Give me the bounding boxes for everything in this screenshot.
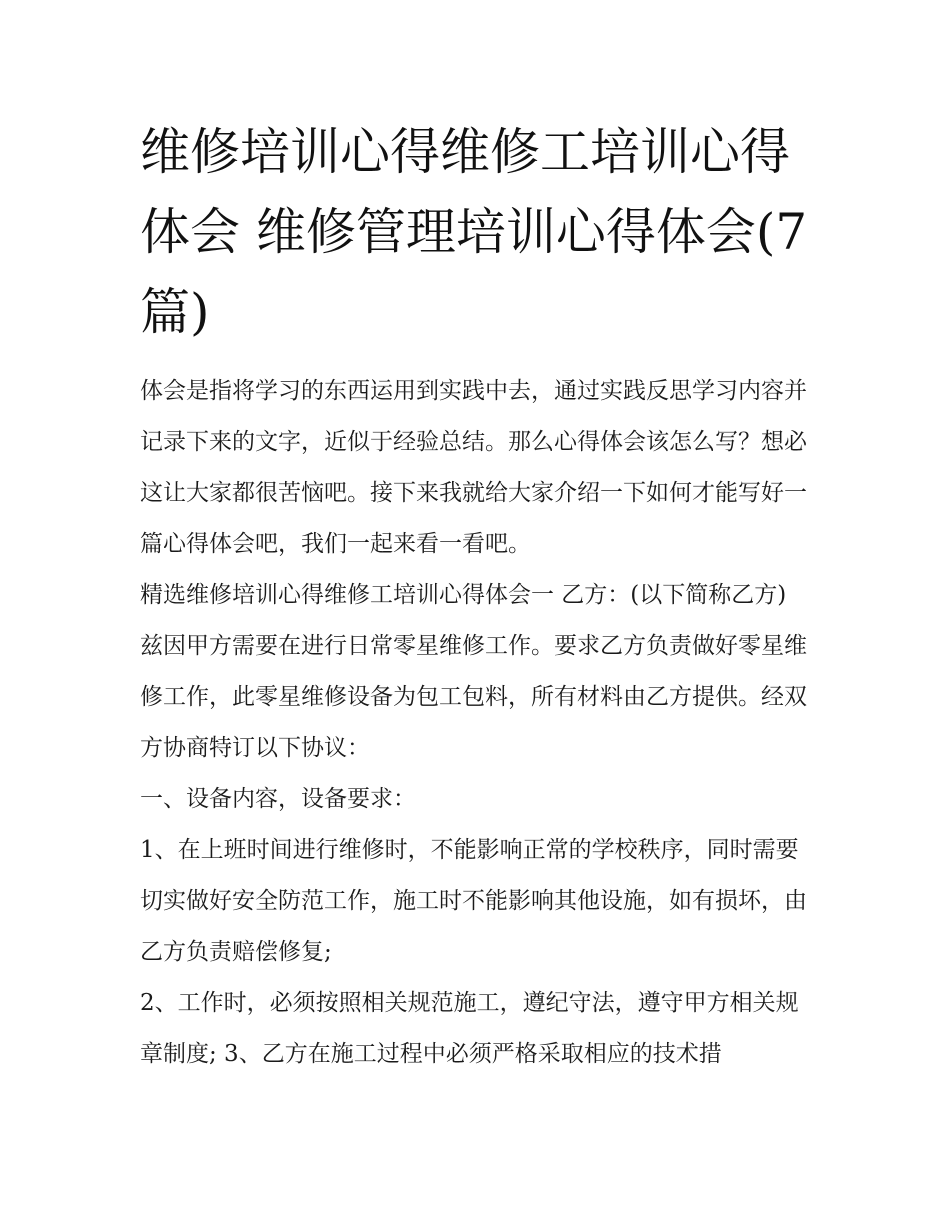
document-content	[140, 112, 820, 1080]
document-body	[140, 366, 820, 1080]
paragraph-agreement-intro: 兹因甲方需要在进行日常零星维修工作。要求乙方负责做好零星维修工作，此零星维修设备为包工包料，所有材料由乙方提供。经双方协商特订以下协议：	[140, 633, 807, 761]
document-title: 维修培训心得维修工培训心得体会 维修管理培训心得体会(7篇)	[140, 123, 808, 341]
paragraph-equipment-heading: 一、设备内容，设备要求：	[140, 786, 416, 812]
paragraph-intro: 体会是指将学习的东西运用到实践中去，通过实践反思学习内容并记录下来的文字，近似于经验总结。那么心得体会该怎么写？想必这让大家都很苦恼吧。接下来我就给大家介绍一下如何才能写好一篇心得体会吧，我们一起来看一看吧。	[140, 378, 807, 557]
paragraph-section-heading: 精选维修培训心得维修工培训心得体会一 乙方：(以下简称乙方)	[140, 582, 787, 608]
paragraph-clause-1: 1、在上班时间进行维修时，不能影响正常的学校秩序，同时需要切实做好安全防范工作，施工时不能影响其他设施，如有损坏，由乙方负责赔偿修复;	[140, 837, 807, 965]
paragraph-clause-2-3: 2、工作时，必须按照相关规范施工，遵纪守法，遵守甲方相关规章制度; 3、乙方在施工过程中必须严格采取相应的技术措	[140, 990, 799, 1067]
